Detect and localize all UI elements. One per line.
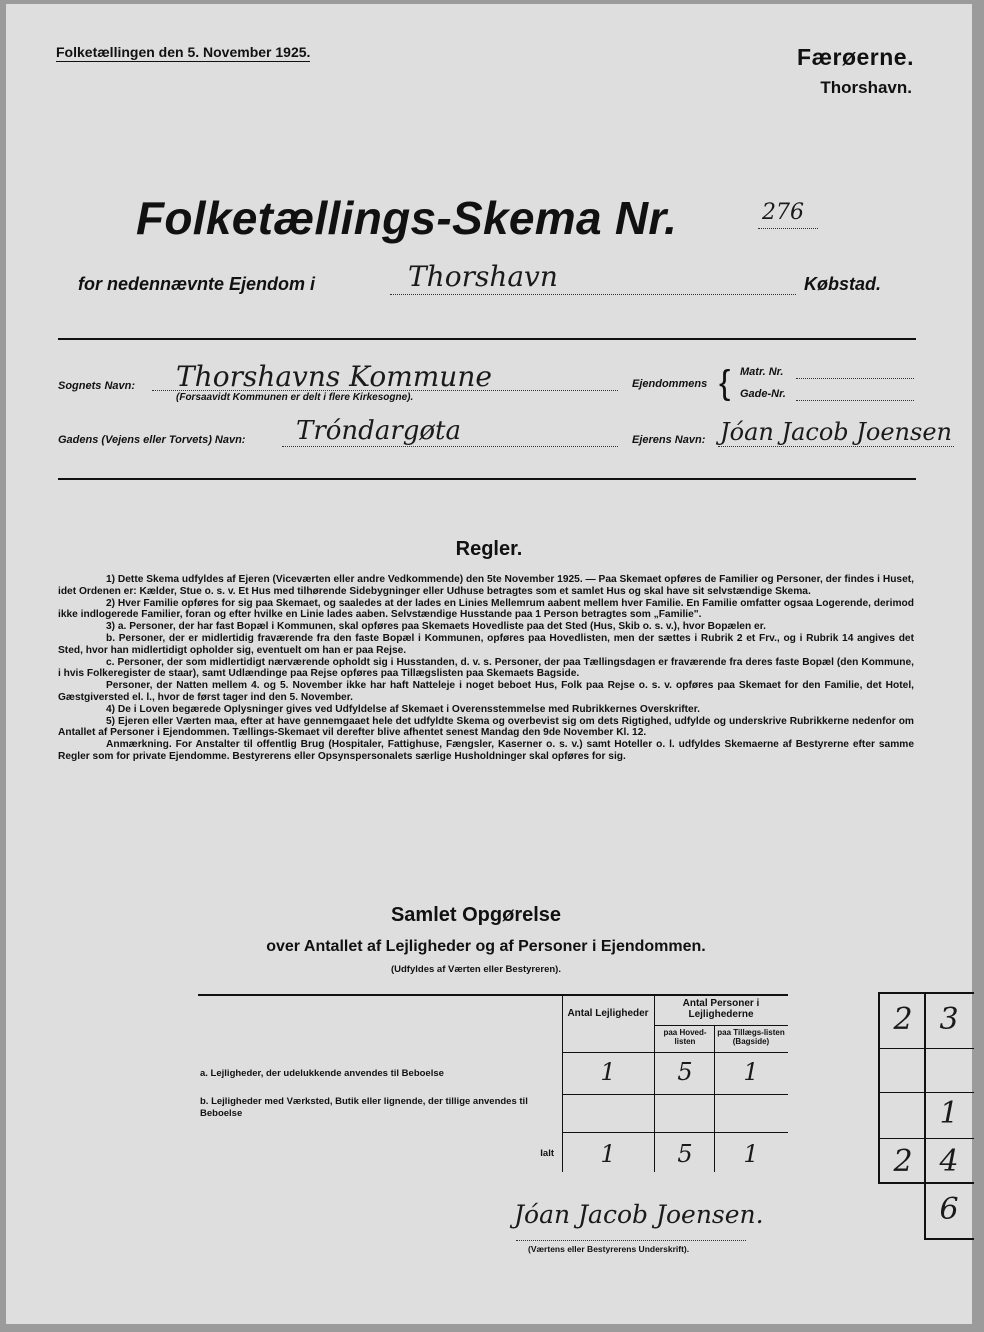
table-row-b-rule (562, 1132, 788, 1133)
row-total-label: Ialt (540, 1148, 554, 1159)
town-line (390, 294, 796, 295)
owner-value: Jóan Jacob Joensen (720, 418, 952, 446)
rule-3-note: Personer, der Natten mellem 4. og 5. November ikke har haft Natteleje i noget beboet Hus, Folk paa Rejse o. s. v. opføres paa Skemaet for den Familie, det Hotel, Gæstgiversted el. l., hvor de først tager ind den 5. November. (58, 680, 914, 703)
table-vline-2 (654, 994, 655, 1172)
summary-note: (Udfyldes af Værten eller Bestyreren). (390, 964, 561, 975)
table-vline-3 (714, 1026, 715, 1172)
kobstad-label: Købstad. (804, 274, 882, 294)
side-cell-4b: 4 (939, 1144, 959, 1179)
form-number: 276 (762, 200, 804, 225)
parish-label: Sognets Navn: (58, 380, 136, 392)
property-label: for nedennævnte Ejendom i (78, 274, 316, 294)
col-personer-header: Antal Personer i Lejlighederne (682, 998, 760, 1020)
row-total-hoved: 5 (677, 1140, 693, 1168)
col-antal-header: Antal Lejligheder (567, 1008, 649, 1019)
signature-caption: (Værtens eller Bestyrerens Underskrift). (528, 1244, 690, 1254)
owner-line (718, 446, 954, 447)
row-b-label: b. Lejligheder med Værksted, Butik eller lignende, der tillige anvendes til Beboelse (200, 1096, 528, 1119)
row-total-antal: 1 (600, 1140, 616, 1168)
side-hline-1 (878, 1048, 974, 1049)
rule-3a: 3) a. Personer, der har fast Bopæl i Kommunen, skal opføres paa Skemaets Hovedliste paa det Sted (Hus, Skib o. s. v.), hvor Bopælen er. (106, 621, 766, 633)
signature-line (516, 1240, 746, 1241)
row-a-hoved: 5 (677, 1058, 693, 1086)
form-number-line (758, 228, 818, 229)
divider-top (58, 338, 916, 340)
owner-label: Ejerens Navn: (632, 434, 706, 446)
rule-4: 4) De i Loven begærede Oplysninger gives ved Udfyldelse af Skemaet i Overensstemmelse med Rubrikkernes Overskrifter. (106, 703, 700, 715)
gade-line (796, 400, 914, 401)
side-cell-1a: 2 (893, 1002, 913, 1037)
table-subhead-rule (654, 1025, 788, 1026)
rule-3c: c. Personer, der som midlertidigt nærværende opholdt sig i Husstanden, d. v. s. Personer, der paa Tællingsdagen er fraværende fra deres faste Bopæl (den Kommune, i hvis Folkeregister de staar), samt Udlændinge paa Rejse opføres paa Tillægslisten paa Skemaets Bagside. (58, 656, 914, 680)
divider-bottom (58, 478, 916, 480)
table-vline-1 (562, 994, 563, 1172)
rules-body (58, 574, 914, 763)
parish-note: (Forsaavidt Kommunen er delt i flere Kirkesogne). (176, 392, 414, 403)
street-line (282, 446, 618, 447)
matr-label: Matr. Nr. (740, 366, 784, 378)
side-cell-4a: 2 (893, 1144, 913, 1179)
side-hline-2 (878, 1092, 974, 1093)
owner-signature: Jóan Jacob Joensen. (514, 1200, 764, 1229)
table-top-rule (198, 994, 788, 996)
rule-5: 5) Ejeren eller Værten maa, efter at have gennemgaaet hele det udfyldte Skema og overbevist sig om dets Rigtighed, udfylde og underskrive Rubrikkerne nedenfor om Antallet af Personer i Ejendommen. Tællings-Skemaet vil derefter blive afhentet senest Mandag den 9de November Kl. 12. (58, 715, 914, 739)
property-number-label: Ejendommens (632, 378, 708, 390)
rule-remark: Anmærkning. For Anstalter til offentlig Brug (Hospitaler, Fattighuse, Fængsler, Kaserner o. s. v.) samt Hoteller o. l. udfyldes Skemaerne af Bestyrerne efter samme Regler som for private Ejendomme. Bestyrerens eller Opsynspersonalets særlige Husholdninger skal opføres for sig. (58, 739, 914, 762)
gade-label: Gade-Nr. (740, 388, 786, 400)
rules-heading: Regler. (455, 538, 523, 560)
form-title: Folketællings-Skema Nr. (136, 192, 678, 244)
row-a-tillaeg: 1 (743, 1058, 759, 1086)
side-hline-3 (878, 1138, 974, 1139)
region-header: Færøerne. (797, 44, 914, 70)
street-label: Gadens (Vejens eller Torvets) Navn: (58, 434, 246, 446)
side-cell-1b: 3 (939, 1002, 959, 1037)
census-date-header: Folketællingen den 5. November 1925. (56, 44, 311, 60)
row-a-antal: 1 (600, 1058, 616, 1086)
parish-value: Thorshavns Kommune (176, 360, 492, 393)
census-form-page (6, 4, 972, 1324)
brace-icon: { (719, 364, 731, 402)
table-head-rule (562, 1052, 788, 1053)
row-a-label: a. Lejligheder, der udelukkende anvendes til Beboelse (200, 1068, 444, 1079)
rule-3b: b. Personer, der er midlertidig fraværende fra den faste Bopæl i Kommunen, opføres paa Hovedlisten, men der sættes i Rubrik 2 et Frv., og i Rubrik 14 angives det Sted, hvor han midlertidigt opholder sig, eventuelt om han er paa Rejse. (58, 632, 914, 656)
parish-line (152, 390, 618, 391)
col-hoved-header: paa Hoved-listen (663, 1028, 707, 1046)
row-total-tillaeg: 1 (743, 1140, 759, 1168)
summary-subtitle: over Antallet af Lejligheder og af Personer i Ejendommen. (266, 938, 706, 955)
matr-line (796, 378, 914, 379)
street-value: Tróndargøta (296, 416, 461, 446)
rule-1: 1) Dette Skema udfyldes af Ejeren (Viceværten eller andre Vedkommende) den 5te November 1925. — Paa Skemaet opføres de Familier og Personer, der findes i Huset, idet Ordenen er: Kælder, Stue o. s. v. Et Hus med tilhørende Sidebygninger eller Udhuse betragtes som et samlet Hus og skal have sit selvstændige Skema. (58, 574, 914, 597)
summary-title: Samlet Opgørelse (390, 904, 562, 926)
rule-2: 2) Hver Familie opføres for sig paa Skemaet, og saaledes at der lades en Linies Mellemrum aabent mellem hver Familie. En Familie omfatter ogsaa Logerende, derimod ikke indlogerede Familier, foran og efter hvilke en Linie lades aaben. Selvstændige Husstande paa 1 Person betragtes som „Familie". (58, 597, 914, 621)
col-tillaeg-header: paa Tillægs-listen (Bagside) (717, 1028, 785, 1046)
table-row-a-rule (562, 1094, 788, 1095)
town-value: Thorshavn (408, 260, 558, 293)
city-header: Thorshavn. (820, 78, 912, 97)
side-cell-3b: 1 (939, 1096, 959, 1131)
side-cell-5b: 6 (939, 1192, 959, 1227)
